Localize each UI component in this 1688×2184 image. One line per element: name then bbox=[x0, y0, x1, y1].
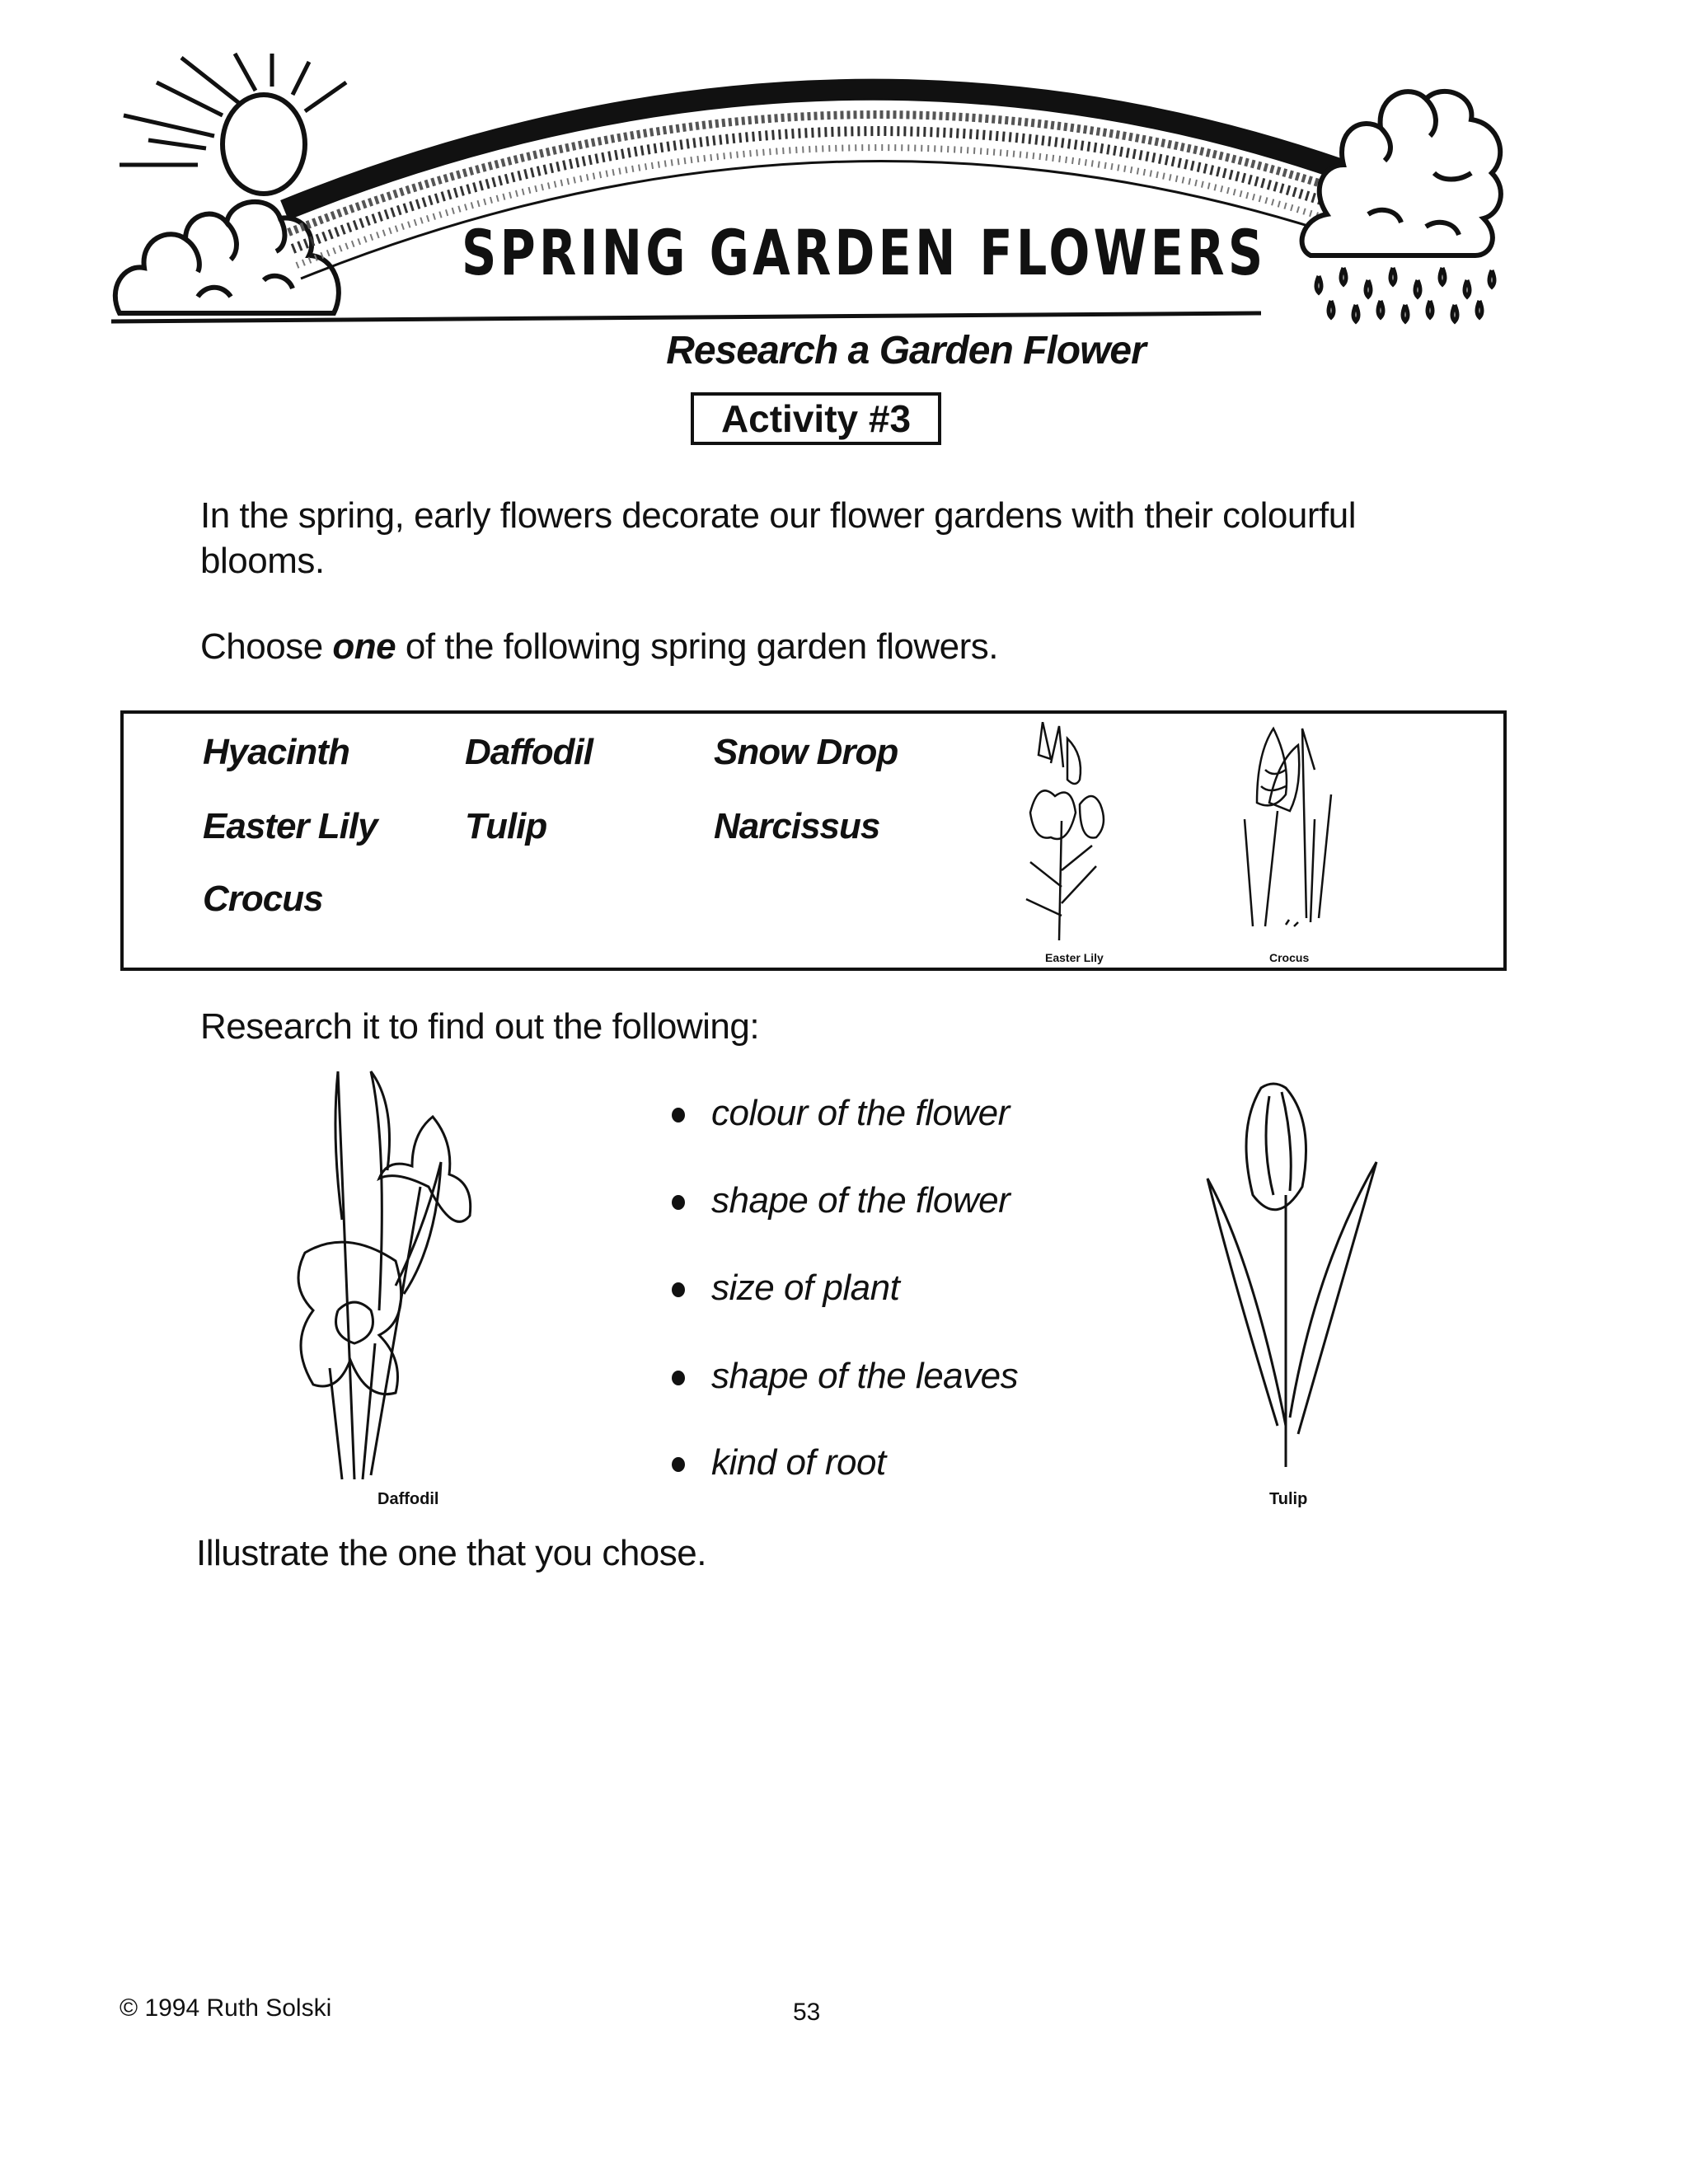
choose-post: of the following spring garden flowers. bbox=[396, 626, 998, 667]
research-item-text: size of plant bbox=[711, 1268, 900, 1308]
copyright: © 1994 Ruth Solski bbox=[120, 1994, 332, 2022]
daffodil-caption: Daffodil bbox=[377, 1490, 439, 1508]
intro-line-1: In the spring, early flowers decorate our flower gardens with their colourful bbox=[200, 495, 1356, 536]
activity-badge: Activity #3 bbox=[691, 392, 941, 445]
research-item-text: shape of the leaves bbox=[711, 1356, 1019, 1396]
flower-option: Easter Lily bbox=[203, 806, 377, 846]
bullet-icon bbox=[672, 1371, 685, 1385]
easter-lily-caption: Easter Lily bbox=[1045, 951, 1104, 964]
bullet-icon bbox=[672, 1282, 685, 1297]
intro-line-2: blooms. bbox=[200, 541, 325, 581]
tulip-caption: Tulip bbox=[1269, 1490, 1308, 1508]
page-title: SPRING GARDEN FLOWERS bbox=[462, 216, 1267, 289]
page-subtitle: Research a Garden Flower bbox=[666, 329, 1146, 373]
easter-lily-illustration bbox=[1014, 722, 1113, 944]
page-number: 53 bbox=[793, 1999, 821, 2026]
choose-instruction bbox=[200, 624, 998, 669]
flower-option: Daffodil bbox=[465, 732, 593, 772]
flower-option: Tulip bbox=[465, 806, 547, 846]
research-item-text: colour of the flower bbox=[711, 1093, 1010, 1133]
research-item bbox=[672, 1268, 899, 1309]
bullet-icon bbox=[672, 1457, 685, 1472]
research-item bbox=[672, 1180, 1010, 1221]
flower-option: Narcissus bbox=[714, 806, 880, 846]
tulip-illustration bbox=[1203, 1071, 1385, 1475]
sun-icon bbox=[120, 54, 346, 194]
research-item bbox=[672, 1442, 886, 1483]
research-heading: Research it to find out the following: bbox=[200, 1006, 760, 1047]
rain-cloud-icon bbox=[1302, 91, 1501, 321]
choose-emphasis: one bbox=[332, 626, 396, 667]
choose-pre: Choose bbox=[200, 626, 333, 667]
crocus-caption: Crocus bbox=[1269, 951, 1310, 964]
bullet-icon bbox=[672, 1195, 685, 1210]
closing-instruction: Illustrate the one that you chose. bbox=[196, 1533, 706, 1573]
research-item bbox=[672, 1356, 1018, 1397]
banner-artwork bbox=[107, 49, 1508, 338]
cloud-icon bbox=[115, 202, 339, 313]
research-item bbox=[672, 1093, 1010, 1134]
flower-option: Hyacinth bbox=[203, 732, 349, 772]
research-item-text: shape of the flower bbox=[711, 1180, 1010, 1221]
flower-list-box bbox=[120, 710, 1507, 971]
flower-option: Crocus bbox=[203, 879, 323, 919]
crocus-illustration bbox=[1228, 720, 1335, 935]
bullet-icon bbox=[672, 1108, 685, 1122]
research-item-text: kind of root bbox=[711, 1442, 886, 1483]
flower-option: Snow Drop bbox=[714, 732, 898, 772]
daffodil-illustration bbox=[280, 1063, 511, 1483]
